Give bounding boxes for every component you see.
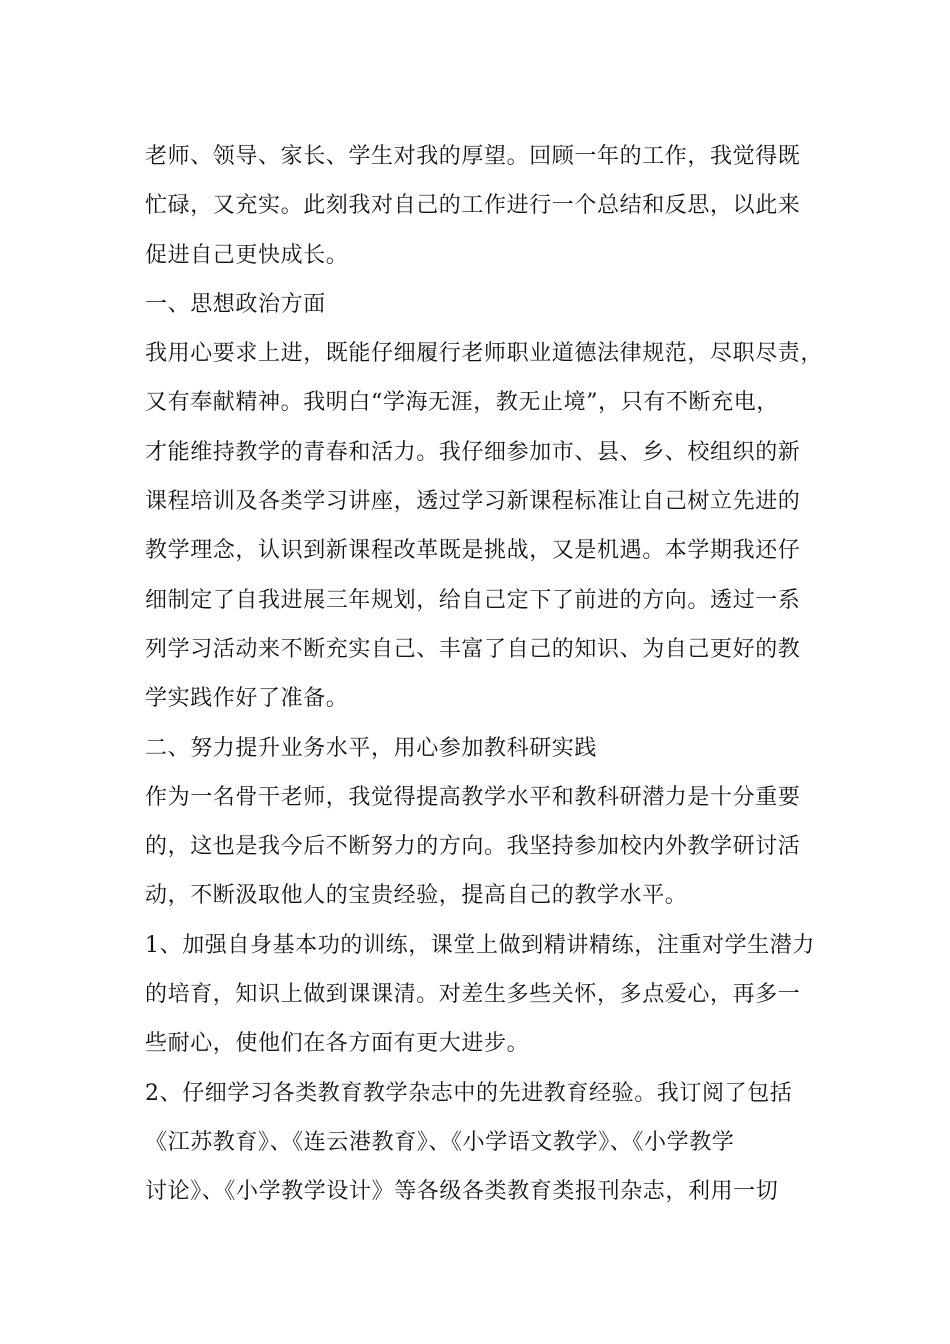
list-item-1: 1、加强自身基本功的训练，课堂上做到精讲精练，注重对学生潜力 (145, 932, 815, 958)
text-line: 列学习活动来不断充实自己、丰富了自己的知识、为自己更好的教 (145, 636, 801, 662)
text-line: 忙碌，又充实。此刻我对自己的工作进行一个总结和反思，以此来 (145, 193, 801, 219)
text-line: 学实践作好了准备。 (145, 686, 349, 712)
list-item-2: 2、仔细学习各类教育教学杂志中的先进教育经验。我订阅了包括 (145, 1080, 793, 1106)
text-line: 老师、领导、家长、学生对我的厚望。回顾一年的工作，我觉得既 (145, 144, 801, 169)
text-line: 促进自己更快成长。 (145, 242, 349, 268)
text-line: 《江苏教育》、《连云港教育》、《小学语文教学》、《小学教学 (145, 1129, 735, 1155)
text-line: 又有奉献精神。我明白“学海无涯，教无止境”，只有不断充电， (145, 390, 779, 416)
text-line: 细制定了自我进展三年规划，给自己定下了前进的方向。透过一系 (145, 587, 801, 613)
text-line: 才能维持教学的青春和活力。我仔细参加市、县、乡、校组织的新 (145, 439, 801, 465)
text-line: 作为一名骨干老师，我觉得提高教学水平和教科研潜力是十分重要 (145, 784, 801, 810)
text-line: 动，不断汲取他人的宝贵经验，提高自己的教学水平。 (145, 883, 688, 909)
text-line: 的，这也是我今后不断努力的方向。我坚持参加校内外教学研讨活 (145, 834, 801, 860)
text-line: 的培育，知识上做到课课清。对差生多些关怀，多点爱心，再多一 (145, 982, 801, 1008)
document-body (145, 132, 835, 1217)
section-heading-professional: 二、努力提升业务水平，用心参加教科研实践 (145, 735, 598, 761)
text-line: 我用心要求上进，既能仔细履行老师职业道德法律规范，尽职尽责， (145, 341, 824, 367)
text-line: 教学理念，认识到新课程改革既是挑战，又是机遇。本学期我还仔 (145, 538, 801, 564)
text-line: 些耐心，使他们在各方面有更大进步。 (145, 1031, 530, 1057)
text-line: 课程培训及各类学习讲座，透过学习新课程标准让自己树立先进的 (145, 489, 801, 515)
text-line: 讨论》、《小学教学设计》等各级各类教育类报刊杂志，利用一切 (145, 1179, 779, 1205)
section-heading-politics: 一、思想政治方面 (145, 291, 326, 317)
